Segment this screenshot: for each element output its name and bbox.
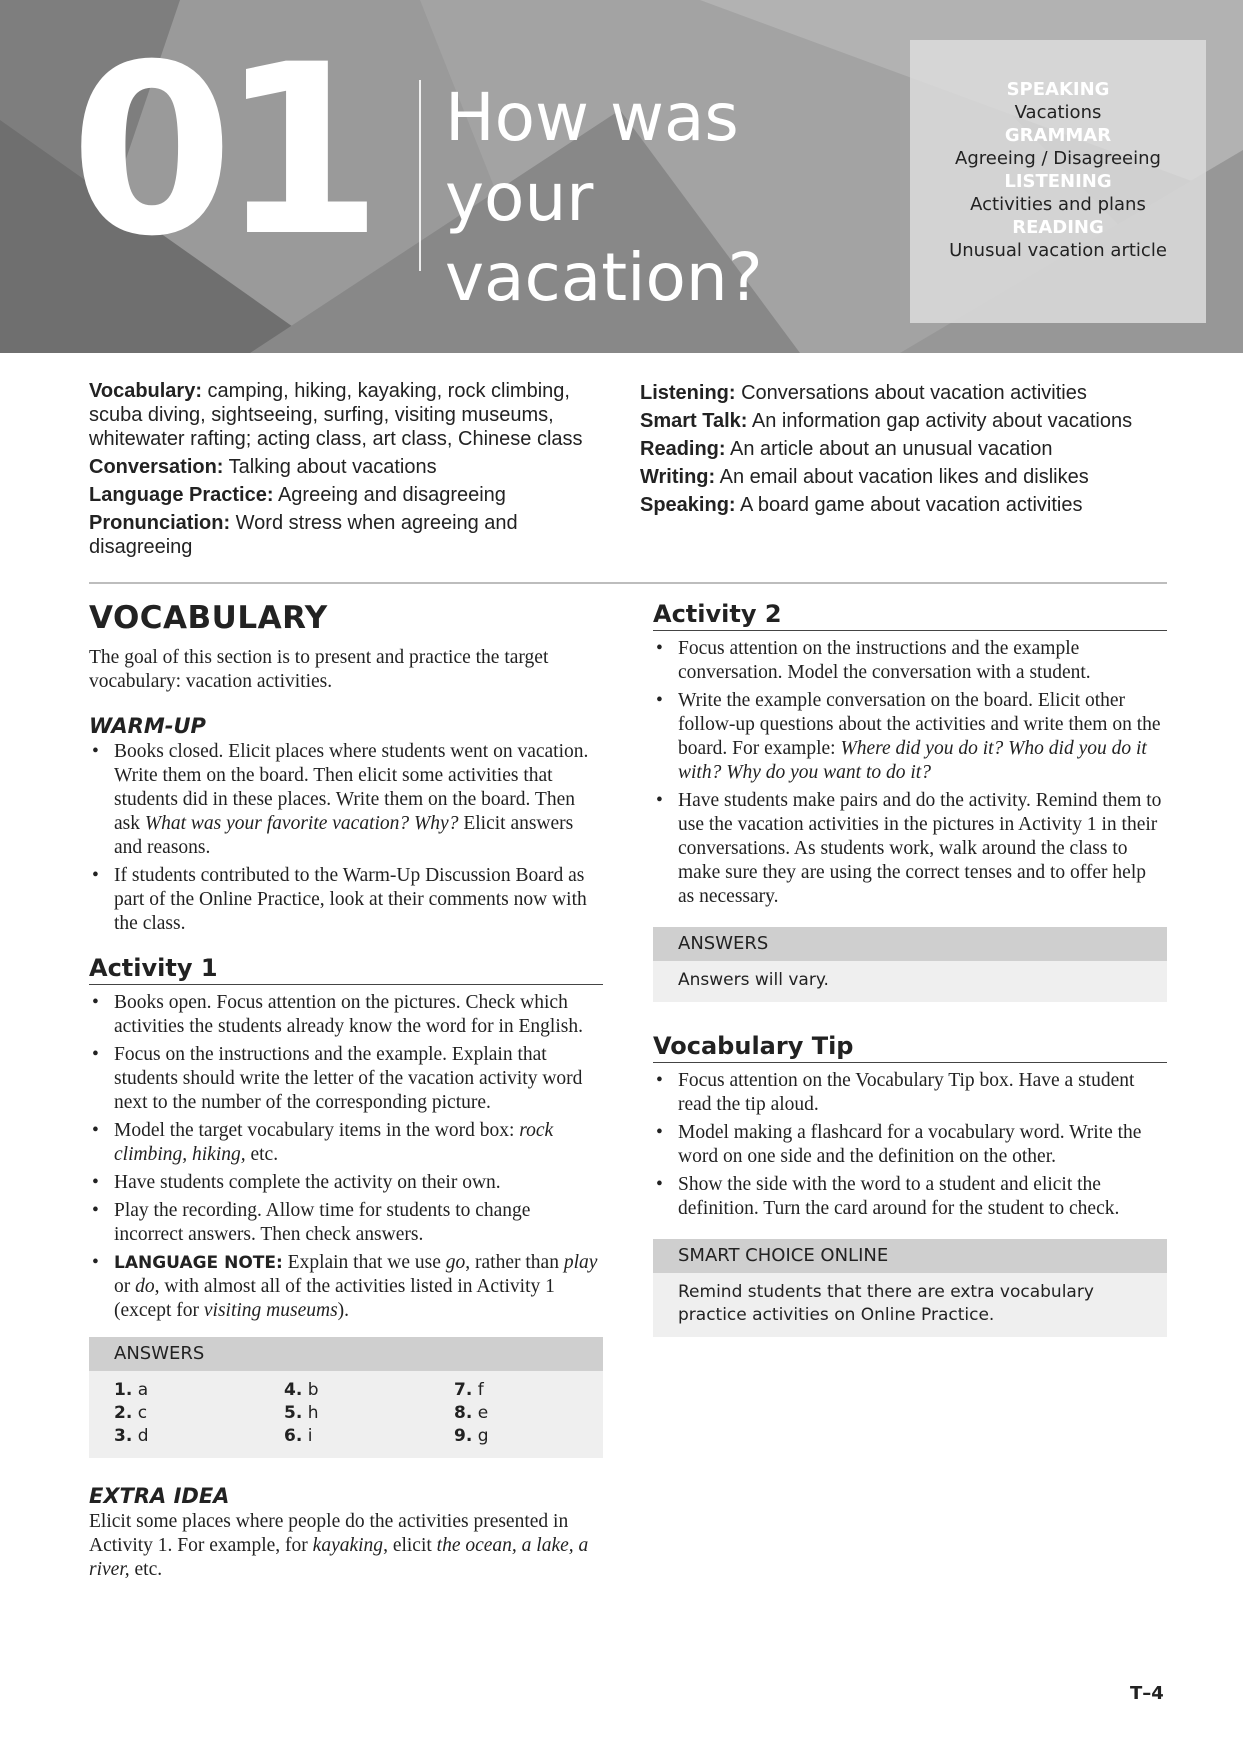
topic-value: Vacations	[1014, 102, 1102, 123]
right-column	[653, 600, 1167, 1337]
answers-heading: ANSWERS	[89, 1337, 603, 1371]
overview-item	[89, 483, 619, 507]
activity2-heading: Activity 2	[653, 600, 1167, 631]
overview-item	[89, 455, 619, 479]
list-item: • Have students complete the activity on their own.	[92, 1172, 501, 1193]
overview-label: Vocabulary:	[89, 380, 202, 402]
answer-item: 7. f	[454, 1380, 484, 1400]
answer-item: 8. e	[454, 1403, 489, 1423]
answer-item: 9. g	[454, 1426, 489, 1446]
answer-item: 3. d	[114, 1426, 149, 1446]
extra-idea-text: Elicit some places where people do the activities presented in Activity 1. For example, for kayaking, elicit the ocean, a lake, a river, etc.	[89, 1511, 589, 1580]
activity1-heading: Activity 1	[89, 954, 603, 985]
overview-label: Conversation:	[89, 456, 224, 478]
list-item: • Focus attention on the instructions and the example conversation. Model the conversation with a student.	[656, 638, 1091, 683]
topic-value: Agreeing / Disagreeing	[955, 148, 1161, 169]
overview-text: Conversations about vacation activities	[735, 382, 1087, 404]
list-item: • Books open. Focus attention on the pictures. Check which activities the students already know the word for in English.	[92, 992, 583, 1037]
overview-label: Pronunciation:	[89, 512, 231, 534]
list-item: • Model making a flashcard for a vocabulary word. Write the word on one side and the definition on the other.	[656, 1122, 1142, 1167]
unit-number: 01	[70, 15, 370, 288]
extra-idea-heading: EXTRA IDEA	[89, 1484, 230, 1508]
activity1-list	[89, 991, 603, 1323]
language-note-label: LANGUAGE NOTE:	[114, 1253, 283, 1273]
answers-grid	[114, 1379, 578, 1448]
overview-label: Listening:	[640, 382, 736, 404]
list-item: • Model the target vocabulary items in the word box: rock climbing, hiking, etc.	[92, 1120, 554, 1165]
warmup-list	[89, 740, 603, 936]
activity2-answers-box	[653, 927, 1167, 1002]
overview-text: camping, hiking, kayaking, rock climbing, scuba diving, sightseeing, surfing, visiting museums, whitewater rafting; acting class, art class, Chinese class	[89, 380, 583, 450]
unit-banner	[0, 0, 1243, 353]
topic-value: Activities and plans	[970, 194, 1146, 215]
list-item: • Have students make pairs and do the activity. Remind them to use the vacation activities in the pictures in Activity 1 in their conversations. As students work, walk around the class to make sure they are using the correct tenses and to offer help as necessary.	[656, 790, 1162, 907]
smart-choice-box	[653, 1239, 1167, 1337]
activity1-answers-box	[89, 1337, 603, 1458]
vocabulary-tip-heading: Vocabulary Tip	[653, 1032, 1167, 1063]
list-item: • Play the recording. Allow time for students to change incorrect answers. Then check answers.	[92, 1200, 531, 1245]
warmup-heading: WARM-UP	[89, 714, 206, 738]
unit-topics-box	[910, 40, 1206, 323]
topic-label: LISTENING	[1004, 171, 1112, 192]
answers-text: Answers will vary.	[678, 970, 829, 990]
list-item: • Focus attention on the Vocabulary Tip box. Have a student read the tip aloud.	[656, 1070, 1135, 1115]
topic-label: SPEAKING	[1006, 79, 1110, 100]
list-item: • Focus on the instructions and the example. Explain that students should write the letter of the vacation activity word next to the number of the corresponding picture.	[92, 1044, 583, 1113]
list-item: • Books closed. Elicit places where students went on vacation. Write them on the board. Then elicit some activities that students did in these places. Write them on the board. Then ask What was your favorite vacation? Why? Elicit answers and reasons.	[92, 741, 589, 858]
overview-text: An email about vacation likes and dislikes	[715, 466, 1089, 488]
overview-item	[640, 491, 1180, 519]
overview-text: Agreeing and disagreeing	[273, 484, 506, 506]
overview-label: Reading:	[640, 438, 726, 460]
topic-value: Unusual vacation article	[949, 240, 1167, 261]
title-divider	[419, 80, 421, 271]
overview-right	[640, 379, 1180, 519]
vocabulary-tip-list	[653, 1069, 1167, 1221]
overview-item	[89, 379, 619, 451]
overview-text: A board game about vacation activities	[735, 494, 1083, 516]
overview-item	[640, 407, 1180, 435]
overview-text: Talking about vacations	[223, 456, 437, 478]
answer-item: 1. a	[114, 1380, 149, 1400]
vocabulary-intro: The goal of this section is to present and practice the target vocabulary: vacation activities.	[89, 647, 549, 692]
section-heading-vocabulary: VOCABULARY	[89, 600, 328, 636]
overview-item	[640, 435, 1180, 463]
answer-item: 6. i	[284, 1426, 313, 1446]
list-item: • Write the example conversation on the board. Elicit other follow-up questions about the activities and write them on the board. For example: Where did you do it? Who did you do it with? Why do you want to do it?	[656, 690, 1161, 783]
overview-text: Word stress when agreeing and disagreeing	[89, 512, 518, 558]
smart-choice-heading: SMART CHOICE ONLINE	[653, 1239, 1167, 1273]
page-number: T–4	[1130, 1683, 1164, 1704]
activity2-list	[653, 637, 1167, 909]
overview-text: An article about an unusual vacation	[725, 438, 1053, 460]
unit-title: How was your vacation?	[445, 79, 763, 316]
list-item: • If students contributed to the Warm-Up Discussion Board as part of the Online Practice, look at their comments now with the class.	[92, 865, 587, 934]
list-item: • Show the side with the word to a student and elicit the definition. Turn the card around for the student to check.	[656, 1174, 1120, 1219]
overview-left	[89, 379, 619, 563]
left-column	[89, 600, 603, 1582]
answer-item: 2. c	[114, 1403, 148, 1423]
overview-label: Language Practice:	[89, 484, 274, 506]
overview-item	[640, 379, 1180, 407]
overview-label: Smart Talk:	[640, 410, 748, 432]
answer-item: 5. h	[284, 1403, 319, 1423]
topic-label: GRAMMAR	[1004, 125, 1112, 146]
section-divider	[89, 582, 1167, 584]
smart-choice-text: Remind students that there are extra vocabulary practice activities on Online Practice.	[678, 1282, 1094, 1325]
overview-label: Writing:	[640, 466, 716, 488]
answer-item: 4. b	[284, 1380, 319, 1400]
overview-label: Speaking:	[640, 494, 736, 516]
overview-text: An information gap activity about vacations	[747, 410, 1133, 432]
overview-item	[89, 511, 619, 559]
list-item: • LANGUAGE NOTE: Explain that we use go, rather than play or do, with almost all of the activities listed in Activity 1 (except for visiting museums).	[92, 1252, 598, 1321]
answers-heading: ANSWERS	[653, 927, 1167, 961]
topic-label: READING	[1012, 217, 1104, 238]
overview-item	[640, 463, 1180, 491]
